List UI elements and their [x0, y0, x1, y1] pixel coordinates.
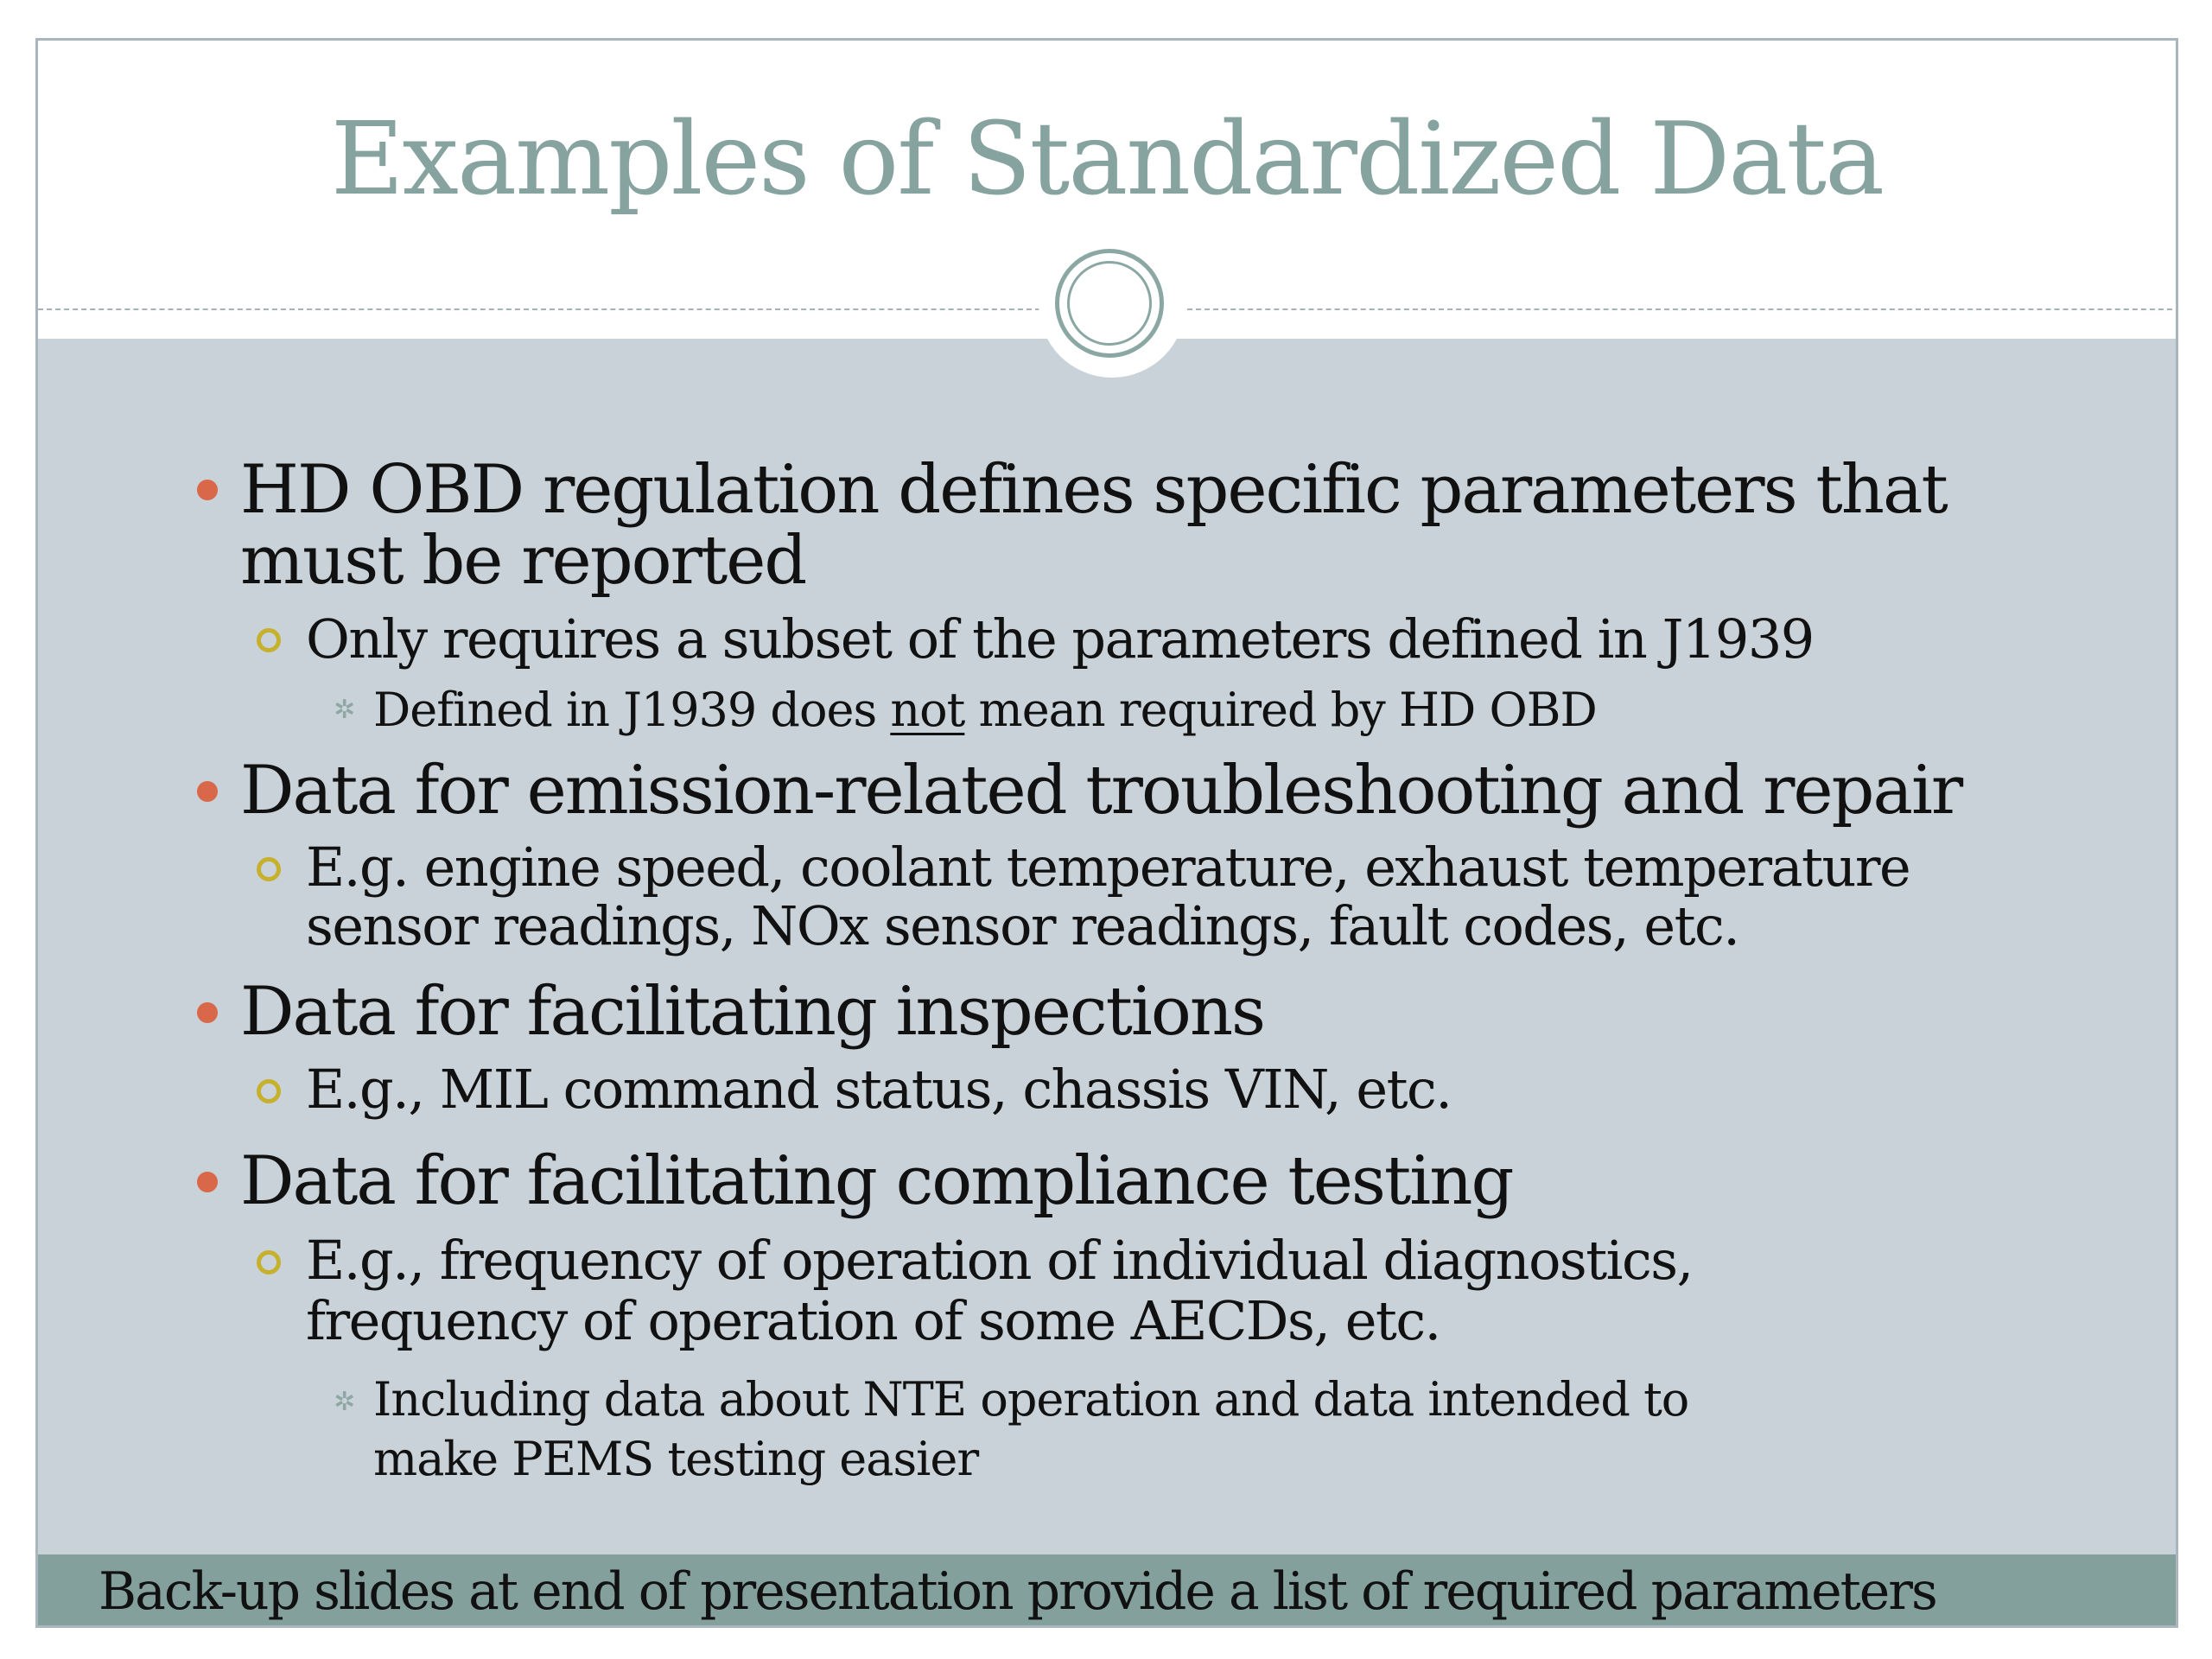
slide-title: Examples of Standardized Data — [330, 101, 1884, 218]
sub-bullet-circle-icon — [257, 628, 281, 652]
sub-bullet-circle-icon — [257, 1250, 281, 1274]
bullet-4-line-1: Data for facilitating compliance testing — [240, 1142, 1513, 1220]
slide-body — [38, 339, 2176, 1592]
bullet-2-sub-1-line-1: E.g. engine speed, coolant temperature, exhaust temperature — [306, 836, 1910, 899]
bullet-4-sub-1-line-2: frequency of operation of some AECDs, etc. — [306, 1289, 1440, 1352]
title-divider-left — [38, 308, 1040, 310]
footer-bar — [38, 1554, 2176, 1628]
bullet-1-sub-1-sub-1: Defined in J1939 does not mean required by HD OBD — [373, 683, 1597, 737]
sub-sub-bullet-star-icon: ✲ — [334, 695, 356, 725]
bullet-2-sub-1-line-2: sensor readings, NOx sensor readings, fault codes, etc. — [306, 894, 1739, 957]
bullet-dot-icon — [197, 1002, 218, 1023]
sub-bullet-circle-icon — [257, 857, 281, 881]
bullet-3-sub-1: E.g., MIL command status, chassis VIN, etc. — [306, 1058, 1452, 1121]
bullet-4-sub-1-sub-1-line-2: make PEMS testing easier — [373, 1432, 979, 1486]
title-divider-right — [1187, 308, 2178, 310]
bullet-4-sub-1-line-1: E.g., frequency of operation of individual diagnostics, — [306, 1229, 1693, 1292]
bullet-1-line-2: must be reported — [240, 522, 806, 600]
bullet-1-line-1: HD OBD regulation defines specific parameters that — [240, 451, 1947, 529]
slide — [35, 38, 2178, 1628]
bullet-3-line-1: Data for facilitating inspections — [240, 973, 1265, 1051]
bullet-4-sub-1-sub-1-line-1: Including data about NTE operation and data intended to — [373, 1372, 1689, 1427]
sub-bullet-circle-icon — [257, 1079, 281, 1103]
double-ring-inner — [1067, 261, 1152, 346]
footer-note: Back-up slides at end of presentation provide a list of required parameters — [99, 1561, 1936, 1622]
bullet-1-sub-1: Only requires a subset of the parameters defined in J1939 — [306, 607, 1814, 671]
bullet-dot-icon — [197, 480, 218, 500]
sub-sub-bullet-star-icon: ✲ — [334, 1387, 356, 1417]
bullet-dot-icon — [197, 781, 218, 802]
bullet-dot-icon — [197, 1172, 218, 1192]
bullet-2-line-1: Data for emission-related troubleshooting and repair — [240, 752, 1962, 830]
